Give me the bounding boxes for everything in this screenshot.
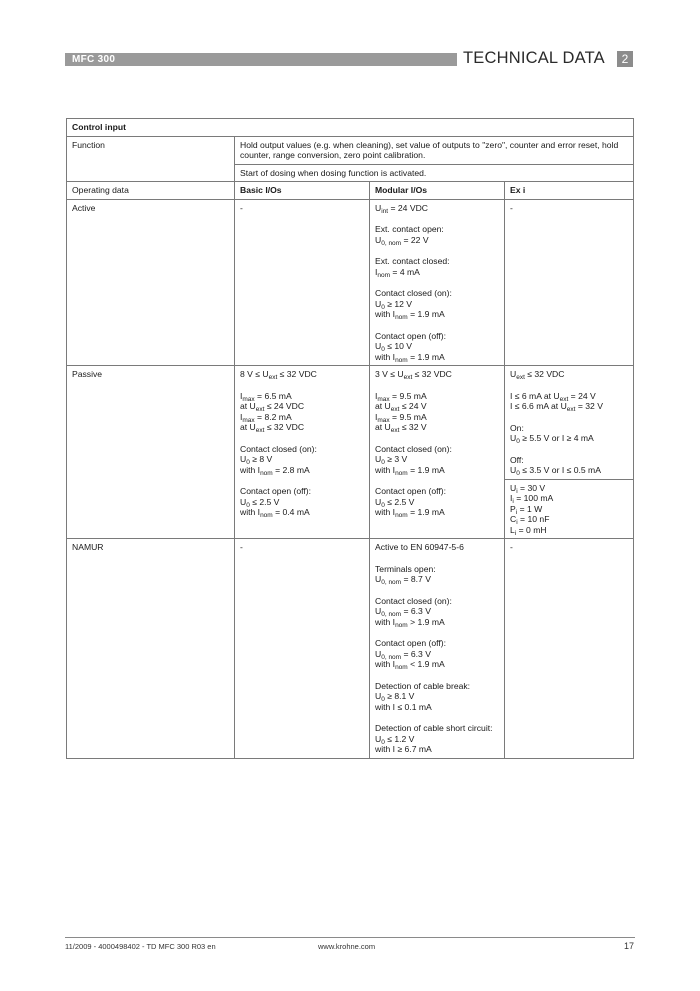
contact-closed-voltage: $U_0 \ge 8$ V <box>240 454 273 466</box>
product-name: MFC 300 <box>72 54 116 65</box>
ext-contact-closed-value: $I_{nom} = 4$ mA <box>375 266 420 279</box>
off-title: Off: <box>510 454 524 465</box>
off-condition: $U_0 \le 3.5$ V or I ≤ 0.5 mA <box>510 465 601 477</box>
header-bar <box>65 53 457 66</box>
uint-value: $U_{int} = 24$ VDC <box>375 202 428 215</box>
voltage-range: $U_{ext} \le 32$ VDC <box>510 369 565 381</box>
passive-exi-cell <box>505 366 634 480</box>
table-row-function <box>67 136 634 164</box>
footer-website: www.krohne.com <box>318 942 376 951</box>
contact-closed-current: with $I_{nom} > 1.9$ mA <box>375 616 445 629</box>
row-label-passive: Passive <box>67 366 235 539</box>
table-row-active <box>67 199 634 366</box>
short-circuit-current: with I ≥ 6.7 mA <box>375 744 432 754</box>
contact-closed-voltage: $U_0 \ge 3$ V <box>375 454 408 466</box>
ext-contact-open-value: $U_{0, nom} = 22$ V <box>375 234 429 247</box>
chapter-number-badge: 2 <box>617 51 633 67</box>
contact-open-current: with $I_{nom} < 1.9$ mA <box>375 659 445 671</box>
ext-contact-open-title: Ext. contact open: <box>375 224 444 234</box>
imax-condition-2: at $U_{ext} \le 32$ VDC <box>240 422 305 434</box>
contact-closed-current: with $I_{nom} = 1.9$ mA <box>375 309 445 321</box>
imax-condition-1: at $U_{ext} \le 24$ V <box>375 401 427 413</box>
imax-value-1: $I_{max} = 9.5$ mA <box>375 390 427 403</box>
contact-open-current: with $I_{nom} = 1.9$ mA <box>375 351 445 364</box>
active-exi-cell: - <box>505 199 634 366</box>
table-row-passive <box>67 366 634 480</box>
contact-closed-current: with $I_{nom} = 2.8$ mA <box>240 464 310 477</box>
contact-closed-title: Contact closed (on): <box>375 443 452 454</box>
passive-exi-parameters-cell <box>505 479 634 539</box>
ii-value: $I_i = 100$ mA <box>510 493 554 505</box>
contact-closed-voltage: $U_{0, nom} = 6.3$ V <box>375 606 431 618</box>
control-input-table <box>66 118 634 759</box>
namur-standard: Active to EN 60947-5-6 <box>375 542 464 552</box>
contact-open-title: Contact open (off): <box>375 486 447 496</box>
ci-value: $C_i = 10$ nF <box>510 514 550 526</box>
current-limit-2: I ≤ 6.6 mA at $U_{ext} = 32$ V <box>510 401 603 413</box>
contact-open-voltage: $U_0 \le 2.5$ V <box>375 496 415 509</box>
contact-closed-current: with $I_{nom} = 1.9$ mA <box>375 464 445 477</box>
page-number: 17 <box>624 941 635 951</box>
column-header-basic-ios: Basic I/Os <box>235 182 370 200</box>
active-basic-cell: - <box>235 199 370 366</box>
contact-open-title: Contact open (off): <box>240 486 312 496</box>
row-label-active: Active <box>67 199 235 366</box>
on-title: On: <box>510 422 524 433</box>
current-limit-1: I ≤ 6 mA at $U_{ext} = 24$ V <box>510 390 596 403</box>
contact-open-title: Contact open (off): <box>375 330 447 341</box>
imax-condition-1: at $U_{ext} \le 24$ VDC <box>240 401 305 413</box>
contact-open-current: with $I_{nom} = 1.9$ mA <box>375 507 445 519</box>
passive-modular-cell <box>370 366 505 539</box>
contact-open-voltage: $U_0 \le 10$ V <box>375 341 413 353</box>
voltage-range: 3 $V \le U_{ext} \le 32$ VDC <box>375 369 452 381</box>
table-row-operating-data <box>67 182 634 200</box>
namur-basic-cell: - <box>235 539 370 759</box>
contact-closed-title: Contact closed (on): <box>375 288 452 298</box>
short-circuit-title: Detection of cable short circuit: <box>375 723 493 733</box>
column-header-ex-i: Ex i <box>505 182 634 200</box>
imax-value-1: $I_{max} = 6.5$ mA <box>240 390 292 403</box>
contact-closed-title: Contact closed (on): <box>375 595 452 606</box>
section-title: Control input <box>67 119 634 137</box>
function-description: Hold output values (e.g. when cleaning), set value of outputs to "zero", counter and error reset, hold counter, range conversion, zero point calibration. <box>235 136 634 164</box>
section-header-title: TECHNICAL DATA <box>463 49 605 67</box>
contact-closed-voltage: $U_0 \ge 12$ V <box>375 298 413 311</box>
terminals-open-voltage: $U_{0, nom} = 8.7$ V <box>375 574 431 586</box>
row-label-function: Function <box>67 136 235 182</box>
row-label-namur: NAMUR <box>67 539 235 759</box>
ext-contact-closed-title: Ext. contact closed: <box>375 256 450 266</box>
on-condition: $U_0 \ge 5.5$ V or I ≥ 4 mA <box>510 433 594 445</box>
li-value: $L_i = 0$ mH <box>510 524 547 537</box>
contact-open-voltage: $U_{0, nom} = 6.3$ V <box>375 648 431 661</box>
function-dosing-note: Start of dosing when dosing function is activated. <box>235 164 634 182</box>
imax-condition-2: at $U_{ext} \le 32$ V <box>375 422 427 434</box>
contact-open-current: with $I_{nom} = 0.4$ mA <box>240 507 310 519</box>
terminals-open-title: Terminals open: <box>375 563 436 574</box>
footer-document-reference: 11/2009 - 4000498402 - TD MFC 300 R03 en <box>65 942 216 951</box>
short-circuit-voltage: $U_0 \le 1.2$ V <box>375 733 415 746</box>
contact-closed-title: Contact closed (on): <box>240 443 317 454</box>
contact-open-title: Contact open (off): <box>375 638 447 648</box>
column-header-modular-ios: Modular I/Os <box>370 182 505 200</box>
cable-break-current: with I ≤ 0.1 mA <box>375 701 432 712</box>
imax-value-2: $I_{max} = 8.2$ mA <box>240 411 292 424</box>
table-row-namur <box>67 539 634 759</box>
imax-value-2: $I_{max} = 9.5$ mA <box>375 411 427 424</box>
namur-modular-cell <box>370 539 505 759</box>
footer-divider <box>65 937 635 938</box>
namur-exi-cell: - <box>505 539 634 759</box>
pi-value: $P_i = 1$ W <box>510 503 543 516</box>
row-label-operating-data: Operating data <box>67 182 235 200</box>
passive-basic-cell <box>235 366 370 539</box>
cable-break-voltage: $U_0 \ge 8.1$ V <box>375 691 415 703</box>
cable-break-title: Detection of cable break: <box>375 680 471 691</box>
active-modular-cell <box>370 199 505 366</box>
contact-open-voltage: $U_0 \le 2.5$ V <box>240 496 280 509</box>
table-section-row <box>67 119 634 137</box>
voltage-range: 8 $V \le U_{ext} \le 32$ VDC <box>240 369 317 381</box>
ui-value: $U_i = 30$ V <box>510 482 546 495</box>
